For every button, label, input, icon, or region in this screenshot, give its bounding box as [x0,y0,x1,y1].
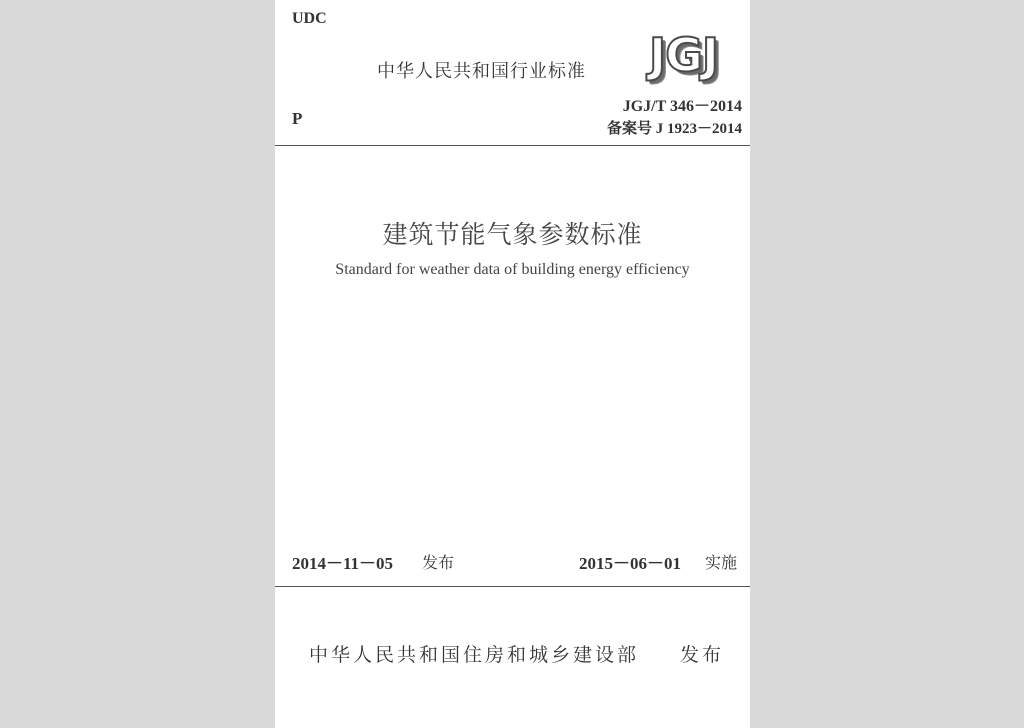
issue-label: 发布 [422,553,455,572]
issue-date: 2014－11－05 [292,554,394,573]
record-number: 备案号 J 1923－2014 [606,121,742,137]
title-english: Standard for weather data of building energy efficiency [335,261,690,278]
classification-label: P [292,109,303,128]
jgj-logo: JGJ [649,28,718,82]
bottom-divider [275,586,750,587]
implementation-label: 实施 [705,553,738,572]
title-chinese: 建筑节能气象参数标准 [382,220,643,249]
udc-label: UDC [292,10,327,27]
document-cover [275,0,750,728]
standard-number: JGJ/T 346－2014 [622,98,742,115]
publish-label: 发布 [680,644,725,666]
industry-standard-title: 中华人民共和国行业标准 [377,61,586,82]
implementation-date: 2015－06－01 [579,554,681,573]
top-divider [275,145,750,146]
publisher: 中华人民共和国住房和城乡建设部 [309,644,640,666]
